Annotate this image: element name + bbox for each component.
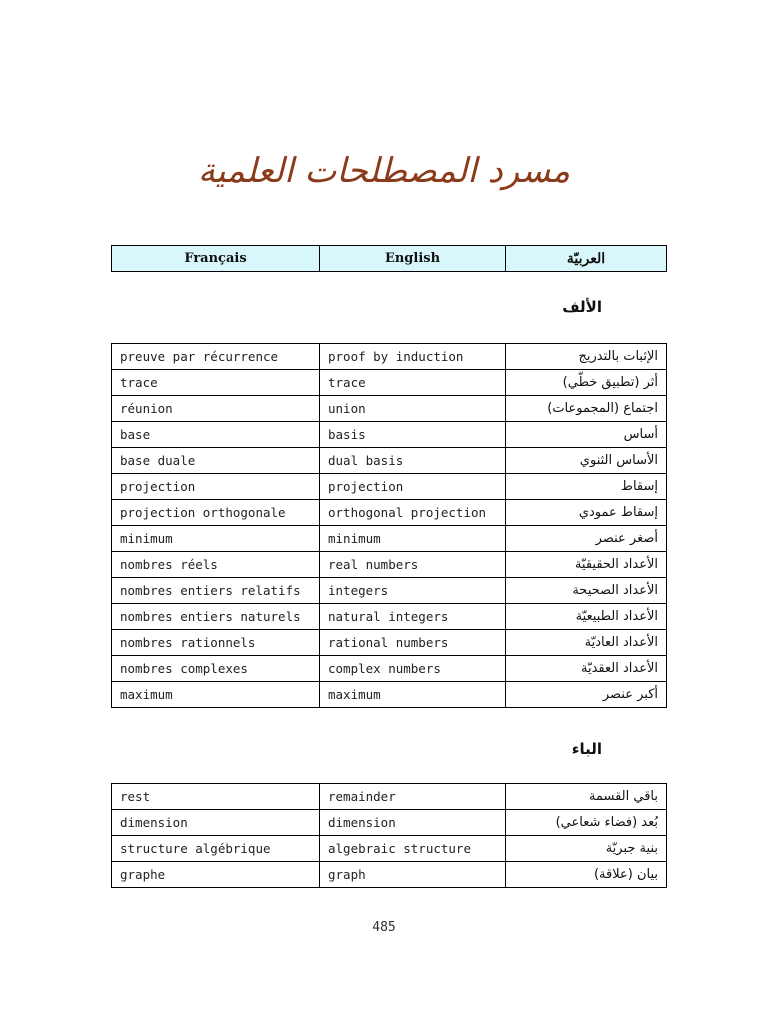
term-english: dimension bbox=[320, 810, 506, 836]
term-arabic: أساس bbox=[506, 422, 667, 448]
term-arabic: إسقاط عمودي bbox=[506, 500, 667, 526]
term-english: graph bbox=[320, 862, 506, 888]
table-row bbox=[112, 630, 667, 656]
term-french: projection orthogonale bbox=[112, 500, 320, 526]
term-english: maximum bbox=[320, 682, 506, 708]
term-french: structure algébrique bbox=[112, 836, 320, 862]
table-row bbox=[112, 370, 667, 396]
term-arabic: الأعداد العقديّة bbox=[506, 656, 667, 682]
term-english: integers bbox=[320, 578, 506, 604]
page-title: مسرد المصطلحات العلمية bbox=[197, 151, 571, 191]
table-row bbox=[112, 344, 667, 370]
term-french: réunion bbox=[112, 396, 320, 422]
term-arabic: أثر (تطبيق خطّي) bbox=[506, 370, 667, 396]
table-row bbox=[112, 474, 667, 500]
term-arabic: بُعد (فضاء شعاعي) bbox=[506, 810, 667, 836]
table-row bbox=[112, 836, 667, 862]
table-row bbox=[112, 396, 667, 422]
table-row bbox=[112, 552, 667, 578]
term-english: projection bbox=[320, 474, 506, 500]
term-arabic: بنية جبريّة bbox=[506, 836, 667, 862]
term-french: minimum bbox=[112, 526, 320, 552]
term-english: union bbox=[320, 396, 506, 422]
glossary-table-ba bbox=[111, 783, 667, 888]
term-french: rest bbox=[112, 784, 320, 810]
term-arabic: الإثبات بالتدريج bbox=[506, 344, 667, 370]
table-row bbox=[112, 862, 667, 888]
table-row bbox=[112, 784, 667, 810]
term-arabic: أصغر عنصر bbox=[506, 526, 667, 552]
term-french: trace bbox=[112, 370, 320, 396]
term-arabic: الأعداد الطبيعيّة bbox=[506, 604, 667, 630]
section-heading-alif: الألف bbox=[562, 298, 602, 316]
term-arabic: بيان (علاقة) bbox=[506, 862, 667, 888]
page-number: 485 bbox=[372, 920, 396, 935]
term-arabic: الأساس الثنوي bbox=[506, 448, 667, 474]
term-arabic: باقي القسمة bbox=[506, 784, 667, 810]
header-arabic: العربيّة bbox=[506, 246, 667, 272]
term-arabic: الأعداد العاديّة bbox=[506, 630, 667, 656]
term-english: rational numbers bbox=[320, 630, 506, 656]
term-english: algebraic structure bbox=[320, 836, 506, 862]
glossary-table-alif bbox=[111, 343, 667, 708]
term-french: preuve par récurrence bbox=[112, 344, 320, 370]
term-english: basis bbox=[320, 422, 506, 448]
term-french: nombres réels bbox=[112, 552, 320, 578]
term-english: natural integers bbox=[320, 604, 506, 630]
glossary-rows-ba bbox=[112, 784, 667, 888]
term-french: base duale bbox=[112, 448, 320, 474]
glossary-rows-alif bbox=[112, 344, 667, 708]
header-english: English bbox=[320, 246, 506, 272]
term-french: nombres complexes bbox=[112, 656, 320, 682]
term-english: minimum bbox=[320, 526, 506, 552]
table-row bbox=[112, 656, 667, 682]
term-french: graphe bbox=[112, 862, 320, 888]
header-row bbox=[112, 246, 667, 272]
term-french: dimension bbox=[112, 810, 320, 836]
header-french: Français bbox=[112, 246, 320, 272]
term-french: maximum bbox=[112, 682, 320, 708]
term-arabic: الأعداد الصحيحة bbox=[506, 578, 667, 604]
term-arabic: الأعداد الحقيقيّة bbox=[506, 552, 667, 578]
glossary-header-table bbox=[111, 245, 667, 272]
table-row bbox=[112, 422, 667, 448]
table-row bbox=[112, 500, 667, 526]
term-english: orthogonal projection bbox=[320, 500, 506, 526]
table-row bbox=[112, 604, 667, 630]
term-french: nombres entiers relatifs bbox=[112, 578, 320, 604]
term-french: projection bbox=[112, 474, 320, 500]
term-arabic: اجتماع (المجموعات) bbox=[506, 396, 667, 422]
section-heading-ba: الباء bbox=[571, 740, 602, 758]
table-row bbox=[112, 526, 667, 552]
table-row bbox=[112, 448, 667, 474]
table-row bbox=[112, 682, 667, 708]
term-arabic: أكبر عنصر bbox=[506, 682, 667, 708]
term-arabic: إسقاط bbox=[506, 474, 667, 500]
term-english: dual basis bbox=[320, 448, 506, 474]
table-row bbox=[112, 578, 667, 604]
term-french: nombres entiers naturels bbox=[112, 604, 320, 630]
term-english: remainder bbox=[320, 784, 506, 810]
term-english: trace bbox=[320, 370, 506, 396]
term-french: base bbox=[112, 422, 320, 448]
term-english: proof by induction bbox=[320, 344, 506, 370]
term-french: nombres rationnels bbox=[112, 630, 320, 656]
term-english: complex numbers bbox=[320, 656, 506, 682]
term-english: real numbers bbox=[320, 552, 506, 578]
table-row bbox=[112, 810, 667, 836]
